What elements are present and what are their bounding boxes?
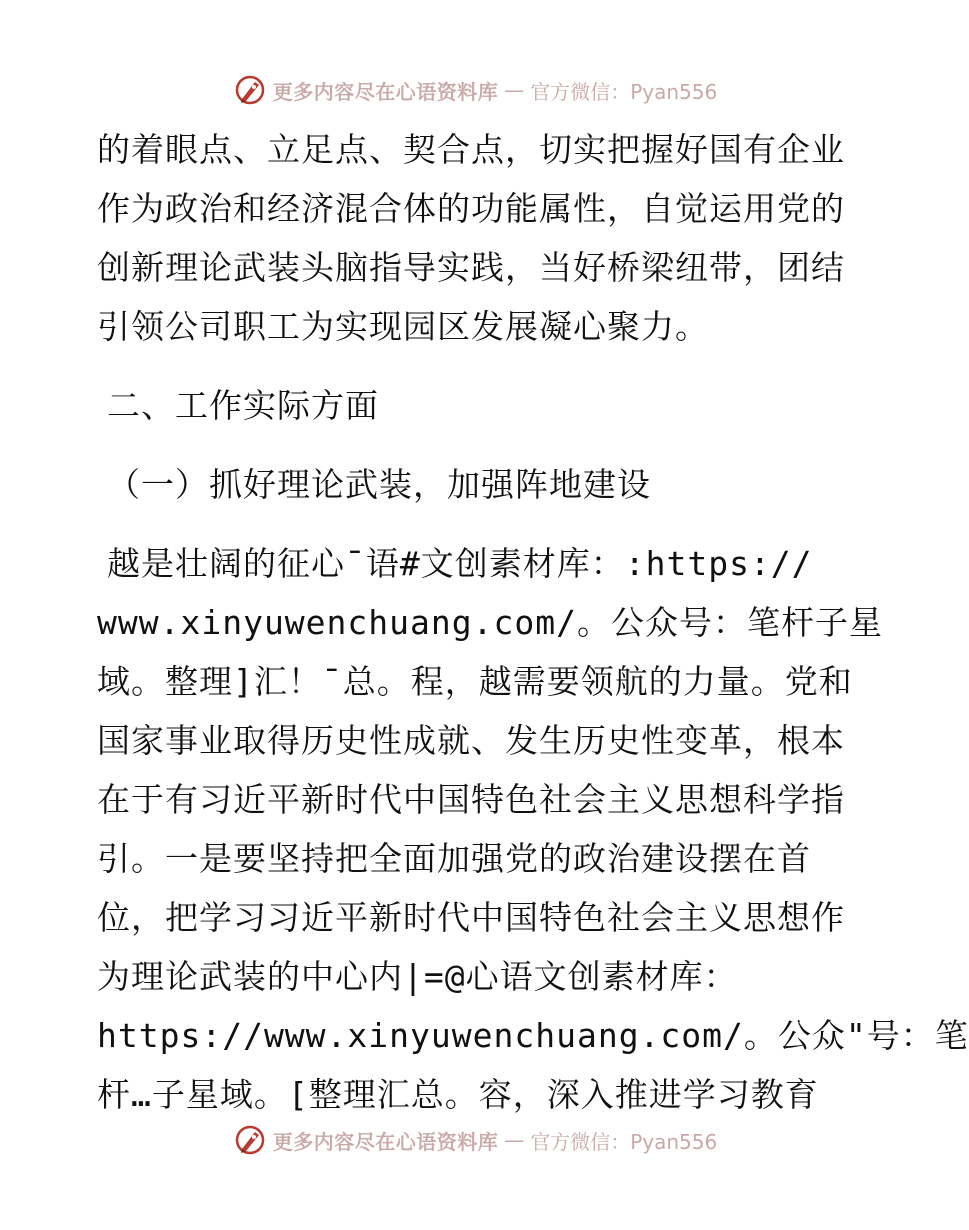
subsection-heading: （一）抓好理论武装，加强阵地建设 (107, 465, 651, 504)
paragraph-gap (97, 356, 857, 376)
section-heading: 二、工作实际方面 (107, 386, 379, 425)
paragraph-gap (97, 435, 857, 455)
paragraph-gap (97, 514, 857, 534)
body-line: 域。整理]汇！¯总。程，越需要领航的力量。党和 (97, 662, 853, 701)
document-body (97, 120, 969, 1124)
pen-logo-icon (233, 1123, 267, 1157)
header-banner-inner (233, 73, 718, 107)
body-line: 位，把学习习近平新时代中国特色社会主义思想作 (97, 898, 845, 937)
footer-banner-contact: 官方微信：Pyan556 (530, 1129, 718, 1154)
body-line: 引。一是要坚持把全面加强党的政治建设摆在首 (97, 839, 811, 878)
footer-banner-text: 更多内容尽在心语资料库 (272, 1129, 499, 1154)
body-line: 引领公司职工为实现园区发展凝心聚力。 (97, 307, 709, 346)
header-banner (0, 70, 950, 110)
footer-banner-inner (233, 1123, 718, 1157)
footer-banner-separator: — (504, 1128, 525, 1152)
body-line: 国家事业取得历史性成就、发生历史性变革，根本 (97, 721, 845, 760)
body-line: 的着眼点、立足点、契合点，切实把握好国有企业 (97, 130, 845, 169)
body-line: www.xinyuwenchuang.com/。公众号：笔杆子星 (97, 603, 883, 642)
header-banner-separator: — (504, 78, 525, 102)
body-line: 作为政治和经济混合体的功能属性，自觉运用党的 (97, 189, 845, 228)
pen-logo-icon (233, 73, 267, 107)
body-line: 杆…子星域。[整理汇总。容，深入推进学习教育 (97, 1075, 819, 1114)
body-line: 为理论武装的中心内|=@心语文创素材库： (97, 957, 738, 996)
header-banner-contact: 官方微信：Pyan556 (530, 79, 718, 104)
footer-banner (0, 1120, 950, 1160)
body-line: 在于有习近平新时代中国特色社会主义思想科学指 (97, 780, 845, 819)
body-line: 创新理论武装头脑指导实践，当好桥梁纽带，团结 (97, 248, 845, 287)
body-line: https://www.xinyuwenchuang.com/。公众"号：笔 (97, 1016, 969, 1055)
body-line: 越是壮阔的征心¯语#文创素材库：:https:// (107, 544, 813, 583)
header-banner-text: 更多内容尽在心语资料库 (272, 79, 499, 104)
